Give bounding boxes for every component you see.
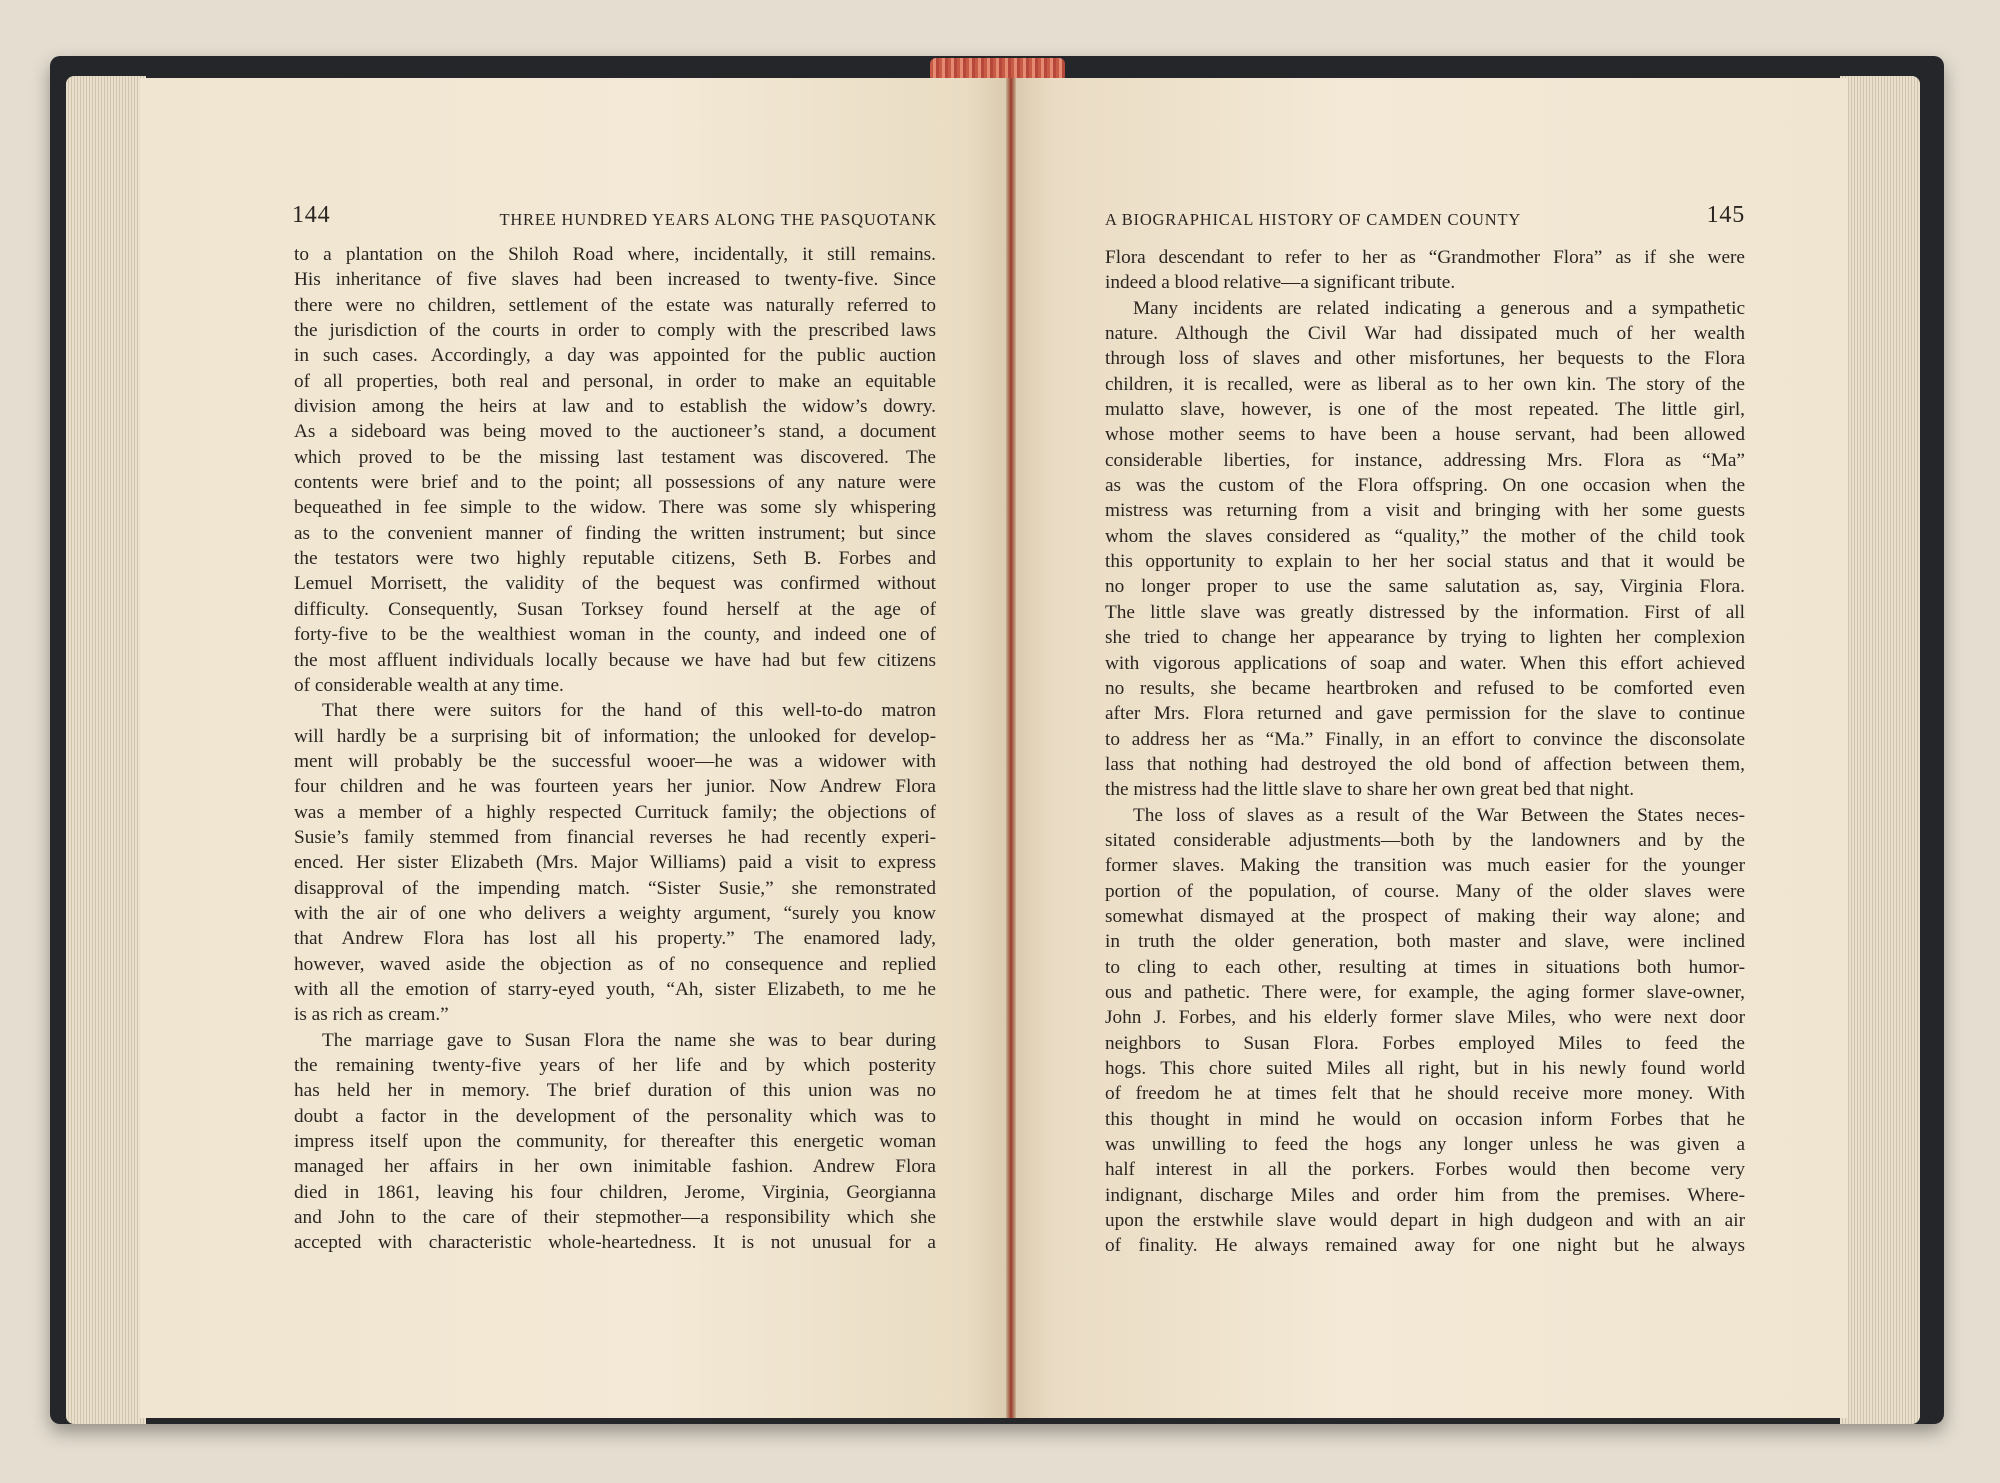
text-line: Susie’s family stemmed from financial reverses he had recently experi- (294, 826, 936, 848)
text-line: children, it is recalled, were as liberal as to her own kin. The story of the (1105, 373, 1745, 395)
text-line: four children and he was fourteen years her junior. Now Andrew Flora (294, 776, 936, 798)
text-line: impress itself upon the community, for thereafter this energetic woman (294, 1131, 936, 1153)
text-line: through loss of slaves and other misfortunes, her bequests to the Flora (1105, 348, 1745, 370)
text-line: she tried to change her appearance by trying to lighten her complexion (1105, 627, 1745, 649)
text-line: As a sideboard was being moved to the auctioneer’s stand, a document (294, 421, 936, 443)
right-body-text (1105, 245, 1745, 1259)
text-line: Lemuel Morrisett, the validity of the bequest was confirmed without (294, 573, 936, 595)
text-line: of freedom he at times felt that he should receive more money. With (1105, 1083, 1745, 1105)
text-line: former slaves. Making the transition was much easier for the younger (1105, 855, 1745, 877)
text-line: John J. Forbes, and his elderly former slave Miles, who were next door (1105, 1007, 1745, 1029)
text-line: lass that nothing had destroyed the old bond of affection between them, (1105, 753, 1745, 775)
text-line: accepted with characteristic whole-heartedness. It is not unusual for a (294, 1232, 936, 1254)
text-line: of considerable wealth at any time. (294, 674, 564, 696)
text-line: disapproval of the impending match. “Sister Susie,” she remonstrated (294, 877, 936, 899)
text-line: neighbors to Susan Flora. Forbes employed Miles to feed the (1105, 1032, 1745, 1054)
text-line: His inheritance of five slaves had been increased to twenty-five. Since (294, 269, 936, 291)
text-line: that Andrew Flora has lost all his property.” The enamored lady, (294, 928, 936, 950)
left-running-head (292, 202, 937, 242)
text-line: no longer proper to use the same salutation as, say, Virginia Flora. (1105, 576, 1745, 598)
right-page-edges (1840, 76, 1920, 1424)
text-line: to a plantation on the Shiloh Road where, incidentally, it still remains. (294, 244, 936, 265)
text-line: in such cases. Accordingly, a day was appointed for the public auction (294, 345, 936, 367)
text-line: of finality. He always remained away for one night but he always (1105, 1235, 1745, 1257)
text-line: Many incidents are related indicating a generous and a sympathetic (1133, 297, 1745, 319)
text-line: managed her affairs in her own inimitable fashion. Andrew Flora (294, 1156, 936, 1178)
text-line: however, waved aside the objection as of no consequence and replied (294, 953, 936, 975)
text-line: upon the erstwhile slave would depart in high dudgeon and with an air (1105, 1210, 1745, 1232)
text-line: ment will probably be the successful wooer—he was a widower with (294, 750, 936, 772)
text-line: the mistress had the little slave to share her own great bed that night. (1105, 779, 1635, 801)
text-line: doubt a factor in the development of the personality which was to (294, 1105, 936, 1127)
text-line: was unwilling to feed the hogs any longer unless he was given a (1105, 1134, 1745, 1156)
text-line: The marriage gave to Susan Flora the name she was to bear during (322, 1029, 936, 1051)
text-line: of all properties, both real and personal, in order to make an equitable (294, 370, 936, 392)
text-line: after Mrs. Flora returned and gave permission for the slave to continue (1105, 703, 1745, 725)
text-line: died in 1861, leaving his four children, Jerome, Virginia, Georgianna (294, 1181, 936, 1203)
left-running-title: THREE HUNDRED YEARS ALONG THE PASQUOTANK (499, 210, 937, 229)
text-line: indignant, discharge Miles and order him from the premises. Where- (1105, 1184, 1745, 1206)
text-line: somewhat dismayed at the prospect of making their way alone; and (1105, 905, 1745, 927)
text-line: there were no children, settlement of the estate was naturally referred to (294, 294, 936, 316)
right-page-number: 145 (1706, 202, 1745, 228)
text-line: portion of the population, of course. Many of the older slaves were (1105, 880, 1745, 902)
gutter (1006, 78, 1016, 1418)
text-line: whom the slaves considered as “quality,” the mother of the child took (1105, 525, 1745, 547)
text-line: forty-five to be the wealthiest woman in the county, and indeed one of (294, 624, 936, 646)
text-line: the testators were two highly reputable citizens, Seth B. Forbes and (294, 548, 936, 570)
text-line: which proved to be the missing last testament was discovered. The (294, 446, 936, 468)
text-line: That there were suitors for the hand of this well-to-do matron (322, 700, 936, 722)
text-line: ous and pathetic. There were, for example, the aging former slave-owner, (1105, 981, 1745, 1003)
text-line: mulatto slave, however, is one of the most repeated. The little girl, (1105, 399, 1745, 421)
text-line: difficulty. Consequently, Susan Torksey found herself at the age of (294, 598, 936, 620)
left-page-edges (66, 76, 146, 1424)
text-line: the most affluent individuals locally because we have had but few citizens (294, 649, 936, 671)
text-line: with all the emotion of starry-eyed youth, “Ah, sister Elizabeth, to me he (294, 978, 936, 1000)
text-line: the jurisdiction of the courts in order to comply with the prescribed laws (294, 320, 936, 342)
text-line: mistress was returning from a visit and bringing with her some guests (1105, 500, 1745, 522)
text-line: this opportunity to explain to her her social status and that it would be (1105, 551, 1745, 573)
text-line: considerable liberties, for instance, addressing Mrs. Flora as “Ma” (1105, 449, 1745, 471)
text-line: as was the custom of the Flora offspring. On one occasion when the (1105, 475, 1745, 497)
text-line: sitated considerable adjustments—both by the landowners and by the (1105, 829, 1745, 851)
text-line: indeed a blood relative—a significant tribute. (1105, 272, 1456, 294)
text-line: nature. Although the Civil War had dissipated much of her wealth (1105, 323, 1745, 345)
text-line: contents were brief and to the point; all possessions of any nature were (294, 472, 936, 494)
text-line: hogs. This chore suited Miles all right, but in his newly found world (1105, 1058, 1745, 1079)
text-line: The little slave was greatly distressed by the information. First of all (1105, 601, 1745, 623)
right-running-head (1105, 202, 1745, 242)
left-body-text (294, 242, 936, 1256)
text-line: will hardly be a surprising bit of information; the unlooked for develop- (294, 725, 936, 747)
text-line: Flora descendant to refer to her as “Grandmother Flora” as if she were (1105, 247, 1745, 268)
text-line: The loss of slaves as a result of the War Between the States neces- (1133, 804, 1745, 826)
text-line: no results, she became heartbroken and refused to be comforted even (1105, 677, 1745, 699)
text-line: enced. Her sister Elizabeth (Mrs. Major Williams) paid a visit to express (294, 852, 936, 874)
text-line: has held her in memory. The brief duration of this union was no (294, 1080, 936, 1102)
text-line: to address her as “Ma.” Finally, in an effort to convince the disconsolate (1105, 728, 1745, 750)
text-line: bequeathed in fee simple to the widow. There was some sly whispering (294, 497, 936, 519)
left-page-number: 144 (292, 202, 331, 228)
text-line: to cling to each other, resulting at times in situations both humor- (1105, 956, 1745, 978)
text-line: this thought in mind he would on occasion inform Forbes that he (1105, 1108, 1745, 1130)
text-line: is as rich as cream.” (294, 1004, 449, 1026)
text-line: division among the heirs at law and to establish the widow’s dowry. (294, 396, 936, 418)
text-line: the remaining twenty-five years of her life and by which posterity (294, 1055, 936, 1076)
text-line: with vigorous applications of soap and water. When this effort achieved (1105, 652, 1745, 674)
text-line: was a member of a highly respected Currituck family; the objections of (294, 801, 936, 823)
text-line: half interest in all the porkers. Forbes would then become very (1105, 1159, 1745, 1181)
text-line: as to the convenient manner of finding the written instrument; but since (294, 522, 936, 544)
text-line: whose mother seems to have been a house servant, had been allowed (1105, 424, 1745, 446)
right-running-title: A BIOGRAPHICAL HISTORY OF CAMDEN COUNTY (1105, 210, 1522, 229)
text-line: and John to the care of their stepmother—a responsibility which she (294, 1207, 936, 1229)
text-line: with the air of one who delivers a weighty argument, “surely you know (294, 902, 936, 924)
text-line: in truth the older generation, both master and slave, were inclined (1105, 931, 1745, 953)
